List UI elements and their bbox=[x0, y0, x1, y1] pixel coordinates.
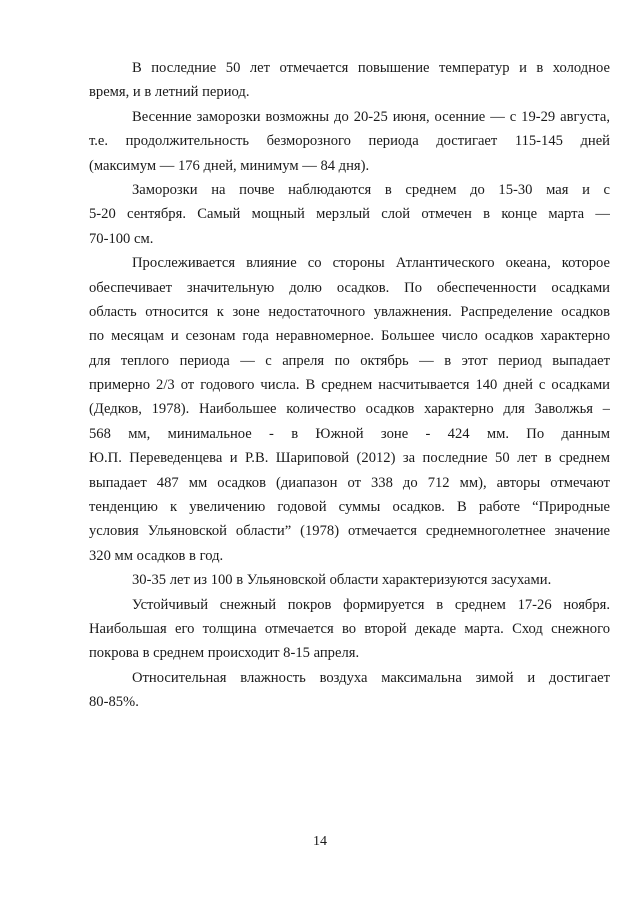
paragraph-humidity bbox=[89, 666, 610, 715]
text-line: Весенние заморозки возможны до 20-25 июня, осенние — с 19-29 августа, bbox=[132, 108, 610, 125]
text-line: время, и в летний период. bbox=[89, 84, 250, 101]
text-line: 5-20 сентября. Самый мощный мерзлый слой отмечен в конце марта — bbox=[89, 206, 610, 223]
text-line: выпадает 487 мм осадков (диапазон от 338 до 712 мм), авторы отмечают bbox=[89, 474, 610, 491]
paragraph-snow-cover bbox=[89, 593, 610, 666]
paragraph-precipitation bbox=[89, 251, 610, 568]
text-line: 320 мм осадков в год. bbox=[89, 547, 224, 564]
text-line: Устойчивый снежный покров формируется в среднем 17-26 ноября. bbox=[132, 596, 610, 613]
text-line: 70-100 см. bbox=[89, 230, 154, 247]
text-line: т.е. продолжительность безморозного периода достигает 115-145 дней bbox=[89, 133, 610, 150]
paragraph-soil-frost bbox=[89, 178, 610, 251]
text-line: примерно 2/3 от годового числа. В среднем насчитывается 140 дней с осадками bbox=[89, 377, 610, 394]
paragraph-temperature-increase bbox=[89, 56, 610, 105]
page-number: 14 bbox=[313, 834, 327, 849]
text-line: Прослеживается влияние со стороны Атлантического океана, которое bbox=[132, 255, 610, 272]
text-line: Заморозки на почве наблюдаются в среднем до 15-30 мая и с bbox=[132, 181, 610, 198]
text-line: Наибольшая его толщина отмечается во второй декаде марта. Сход снежного bbox=[89, 620, 610, 637]
text-line: тенденцию к увеличению годовой суммы осадков. В работе “Природные bbox=[89, 499, 610, 516]
text-line: Ю.П. Переведенцева и Р.В. Шариповой (2012) за последние 50 лет в среднем bbox=[89, 450, 610, 467]
text-line: (максимум — 176 дней, минимум — 84 дня). bbox=[89, 157, 370, 174]
text-line: Относительная влажность воздуха максимальна зимой и достигает bbox=[132, 669, 610, 686]
text-line: по месяцам и сезонам года неравномерное. Большее число осадков характерно bbox=[89, 328, 610, 345]
paragraph-droughts bbox=[89, 568, 610, 592]
text-line: покрова в среднем происходит 8-15 апреля. bbox=[89, 645, 360, 662]
text-line: область относится к зоне недостаточного увлажнения. Распределение осадков bbox=[89, 303, 610, 320]
document-body bbox=[89, 56, 610, 715]
text-line: условия Ульяновской области” (1978) отмечается среднемноголетнее значение bbox=[89, 523, 610, 540]
text-line: 30-35 лет из 100 в Ульяновской области характеризуются засухами. bbox=[132, 572, 552, 589]
text-line: для теплого периода — с апреля по октябрь — в этот период выпадает bbox=[89, 352, 610, 369]
text-line: обеспечивает значительную долю осадков. По обеспеченности осадками bbox=[89, 279, 610, 296]
paragraph-frost-periods bbox=[89, 105, 610, 178]
text-line: В последние 50 лет отмечается повышение температур и в холодное bbox=[132, 60, 610, 76]
text-line: (Дедков, 1978). Наибольшее количество осадков характерно для Заволжья – bbox=[89, 401, 610, 418]
text-line: 80-85%. bbox=[89, 694, 139, 711]
text-line: 568 мм, минимальное - в Южной зоне - 424 мм. По данным bbox=[89, 425, 610, 442]
